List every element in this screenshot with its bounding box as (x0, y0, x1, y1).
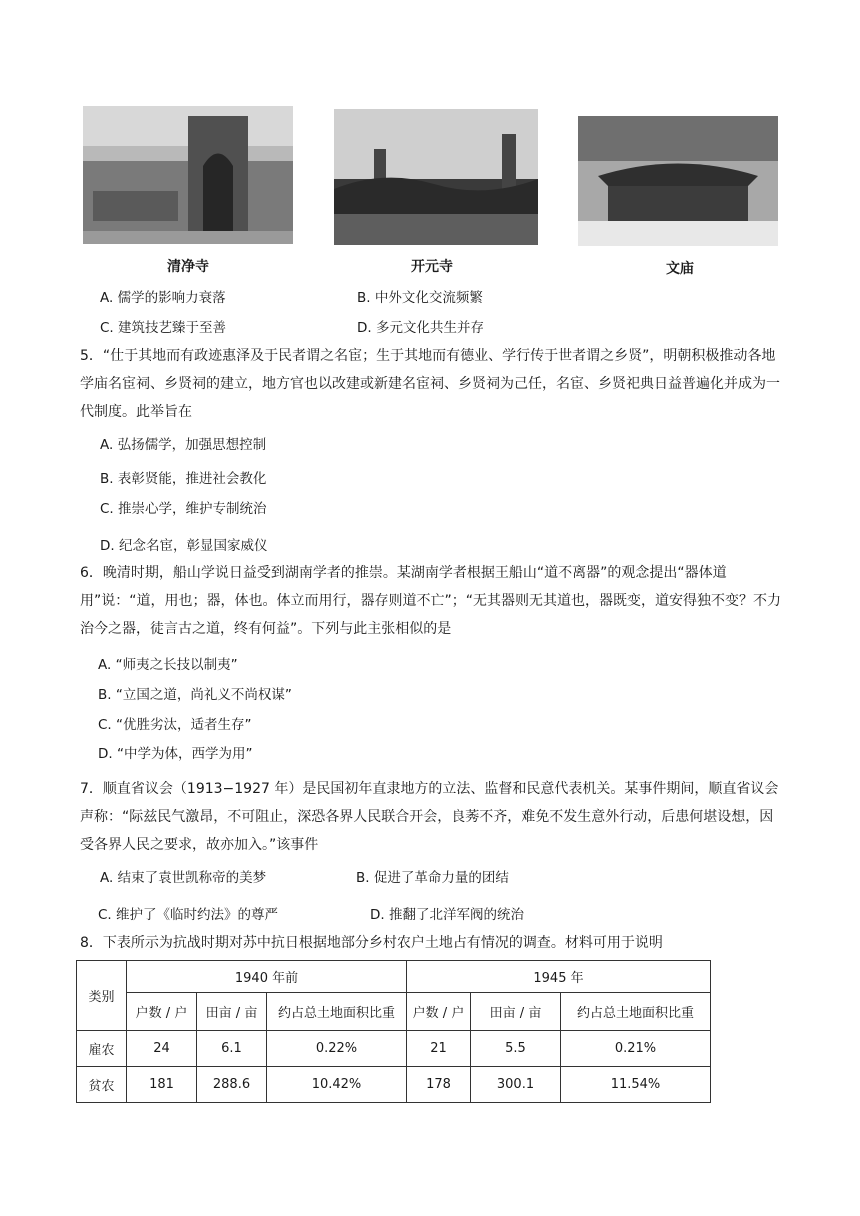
question-6-stem: 6．晚清时期，船山学说日益受到湖南学者的推崇。某湖南学者根据王船山“道不离器”的观念提出“器体道用”说：“道，用也；器，体也。体立而用行，器存则道不亡”；“无其器则无其道也，器既变，道安得独不变？不力治今之器，徒言古之道，终有何益”。下列与此主张相似的是 (80, 565, 782, 637)
confucian-temple-photo (578, 116, 778, 246)
table-cell: 0.21% (561, 1031, 711, 1067)
table-cell: 5.5 (471, 1031, 561, 1067)
question-5-stem: 5．“仕于其地而有政迹惠泽及于民者谓之名宦；生于其地而有德业、学行传于世者谓之乡贤”，明朝积极推动各地学庙名宦祠、乡贤祠的建立，地方官也以改建或新建名宦祠、乡贤祠为己任，名宦、乡贤祀典日益普遍化并成为一代制度。此举旨在 (80, 348, 780, 420)
table-cell: 288.6 (197, 1067, 267, 1103)
table-row (77, 1067, 711, 1103)
sub-header: 约占总土地面积比重 (561, 993, 711, 1031)
option-d: D. 纪念名宦，彰显国家威仪 (100, 538, 268, 554)
table-cell: 300.1 (471, 1067, 561, 1103)
table-cell: 11.54% (561, 1067, 711, 1103)
photo-caption: 开元寺 (411, 259, 453, 275)
period-header: 1945 年 (407, 961, 711, 993)
qingjing-temple-photo (83, 106, 293, 244)
sub-header: 田亩 / 亩 (197, 993, 267, 1031)
option-d: D. 多元文化共生并存 (357, 320, 484, 336)
sub-header: 田亩 / 亩 (471, 993, 561, 1031)
kaiyuan-temple-photo (334, 109, 538, 245)
option-c: C. 推崇心学，维护专制统治 (100, 501, 267, 517)
photo-caption: 文庙 (666, 261, 694, 277)
photo-caption: 清净寺 (167, 259, 209, 275)
sub-header: 户数 / 户 (127, 993, 197, 1031)
row-label: 雇农 (77, 1031, 127, 1067)
table-cell: 181 (127, 1067, 197, 1103)
option-a: A. “师夷之长技以制夷” (98, 657, 238, 673)
option-b: B. 表彰贤能，推进社会教化 (100, 471, 267, 487)
land-survey-table (76, 960, 711, 1103)
option-d: D. 推翻了北洋军阀的统治 (370, 907, 524, 923)
option-c: C. “优胜劣汰，适者生存” (98, 717, 252, 733)
period-header: 1940 年前 (127, 961, 407, 993)
option-a: A. 弘扬儒学，加强思想控制 (100, 437, 267, 453)
option-a: A. 儒学的影响力衰落 (100, 290, 226, 306)
table-cell: 21 (407, 1031, 471, 1067)
option-a: A. 结束了袁世凯称帝的美梦 (100, 870, 267, 886)
category-header: 类别 (77, 961, 127, 1031)
question-8-stem: 8．下表所示为抗战时期对苏中抗日根据地部分乡村农户土地占有情况的调查。材料可用于说明 (80, 935, 663, 951)
option-c: C. 维护了《临时约法》的尊严 (98, 907, 279, 923)
table-cell: 6.1 (197, 1031, 267, 1067)
table-cell: 0.22% (267, 1031, 407, 1067)
sub-header: 户数 / 户 (407, 993, 471, 1031)
option-b: B. 中外文化交流频繁 (357, 290, 483, 306)
option-b: B. “立国之道，尚礼义不尚权谋” (98, 687, 292, 703)
sub-header: 约占总土地面积比重 (267, 993, 407, 1031)
option-c: C. 建筑技艺臻于至善 (100, 320, 227, 336)
option-b: B. 促进了革命力量的团结 (356, 870, 509, 886)
table-cell: 178 (407, 1067, 471, 1103)
option-d: D. “中学为体，西学为用” (98, 746, 253, 762)
table-row (77, 1031, 711, 1067)
table-cell: 10.42% (267, 1067, 407, 1103)
question-7-stem: 7．顺直省议会（1913−1927 年）是民国初年直隶地方的立法、监督和民意代表机关。某事件期间，顺直省议会声称：“际兹民气激昂，不可阻止，深恐各界人民联合开会，良莠不齐，难免不发生意外行动，后患何堪设想，因受各界人民之要求，故亦加入。”该事件 (80, 781, 779, 853)
row-label: 贫农 (77, 1067, 127, 1103)
table-cell: 24 (127, 1031, 197, 1067)
